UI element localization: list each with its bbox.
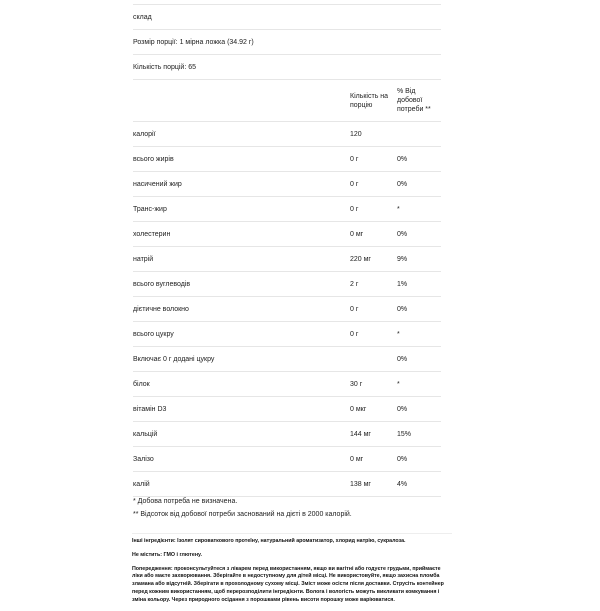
nutrient-dv: 0% [397, 405, 408, 413]
footnote: ** Відсоток від добової потреби заснований на дієті в 2000 калорій. [133, 511, 352, 518]
nutrient-name: Залізо [133, 455, 154, 463]
nutrient-amount: 2 г [350, 280, 359, 288]
nutrient-row [133, 321, 441, 346]
servings-count: Кількість порцій: 65 [133, 63, 197, 71]
nutrient-amount: 220 мг [350, 255, 371, 263]
nutrient-name: всього цукру [133, 330, 174, 338]
nutrient-name: всього вуглеводів [133, 280, 191, 288]
nutrient-dv: 15% [397, 430, 412, 438]
nutrient-name: кальцій [133, 430, 158, 438]
composition-label: склад [133, 13, 152, 21]
nutrient-row [133, 296, 441, 321]
serving-size: Розмір порції: 1 мірна ложка (34.92 г) [133, 38, 254, 46]
amount-header: Кількість на порцію [350, 92, 389, 109]
nutrient-name: всього жирів [133, 155, 174, 163]
nutrient-name: дієтичне волокно [133, 305, 189, 313]
nutrient-amount: 0 г [350, 205, 359, 213]
nutrient-row [133, 396, 441, 421]
nutrient-amount: 0 г [350, 180, 359, 188]
nutrient-amount: 30 г [350, 380, 363, 388]
servings-count-row [133, 54, 441, 79]
nutrient-dv: 0% [397, 155, 408, 163]
footnotes [133, 498, 352, 524]
nutrient-row [133, 171, 441, 196]
ingredients-section [132, 533, 452, 611]
nutrient-name: калорії [133, 130, 156, 138]
nutrient-amount: 0 мкг [350, 405, 367, 413]
nutrient-dv: 0% [397, 180, 408, 188]
nutrient-row [133, 271, 441, 296]
column-header-row [133, 79, 441, 121]
nutrient-dv: 0% [397, 305, 408, 313]
free-from: Не містить: ГМО і глютену. [132, 551, 202, 558]
nutrient-dv: * [397, 380, 400, 388]
footnote: * Добова потреба не визначена. [133, 498, 238, 505]
nutrient-name: Транс-жир [133, 205, 167, 213]
nutrient-dv: * [397, 330, 400, 338]
nutrient-amount: 0 г [350, 305, 359, 313]
nutrient-amount: 120 [350, 130, 362, 138]
nutrient-name: насичений жир [133, 180, 182, 188]
nutrient-name: калій [133, 480, 150, 488]
nutrient-row [133, 121, 441, 146]
serving-size-row [133, 29, 441, 54]
nutrient-amount: 0 мг [350, 455, 364, 463]
composition-row [133, 4, 441, 29]
nutrient-row [133, 221, 441, 246]
nutrient-amount: 0 г [350, 330, 359, 338]
nutrient-dv: * [397, 205, 400, 213]
nutrient-row [133, 196, 441, 221]
nutrient-amount: 144 мг [350, 430, 371, 438]
nutrient-row [133, 371, 441, 396]
nutrient-row [133, 446, 441, 471]
warning: Попередження: проконсультуйтеся з лікарем перед використанням, якщо ви вагітні або годуєте грудьми, приймаєте ліки або маєте захворювання. Зберігайте в недоступному для дітей місці. Не використовуйте, якщо захисна пломба зламана або відсутній. Зберігати в прохолодному сухому місці. Зміст може осісти після доставки. Струсіть контейнер перед кожним використанням, щоб перерозподілити інгредієнти. Волога і вологість можуть викликати комкування і зміна кольору. Через природного осідання з порошками рівень висоти порошку може варіюватися. [132, 565, 444, 603]
nutrient-amount: 138 мг [350, 480, 371, 488]
nutrient-name: Включає 0 г додані цукру [133, 355, 215, 363]
nutrient-row [133, 246, 441, 271]
nutrient-name: натрій [133, 255, 154, 263]
nutrient-amount: 0 г [350, 155, 359, 163]
nutrient-dv: 0% [397, 355, 408, 363]
nutrient-row [133, 346, 441, 371]
nutrient-row [133, 421, 441, 446]
nutrient-dv: 0% [397, 455, 408, 463]
nutrient-row [133, 471, 441, 497]
nutrient-name: холестерин [133, 230, 171, 238]
nutrient-amount: 0 мг [350, 230, 364, 238]
nutrient-dv: 1% [397, 280, 408, 288]
nutrient-name: білок [133, 380, 150, 388]
nutrient-dv: 4% [397, 480, 408, 488]
dv-header: % Від добової потреби ** [397, 88, 431, 113]
nutrient-row [133, 146, 441, 171]
other-ingredients: Інші інгредієнти: Ізолят сироваткового протеїну, натуральний ароматизатор, хлорид натрію, сукралоза. [132, 538, 406, 544]
nutrition-table [133, 4, 441, 497]
nutrient-dv: 0% [397, 230, 408, 238]
nutrient-name: вітамін D3 [133, 405, 167, 413]
nutrient-dv: 9% [397, 255, 408, 263]
